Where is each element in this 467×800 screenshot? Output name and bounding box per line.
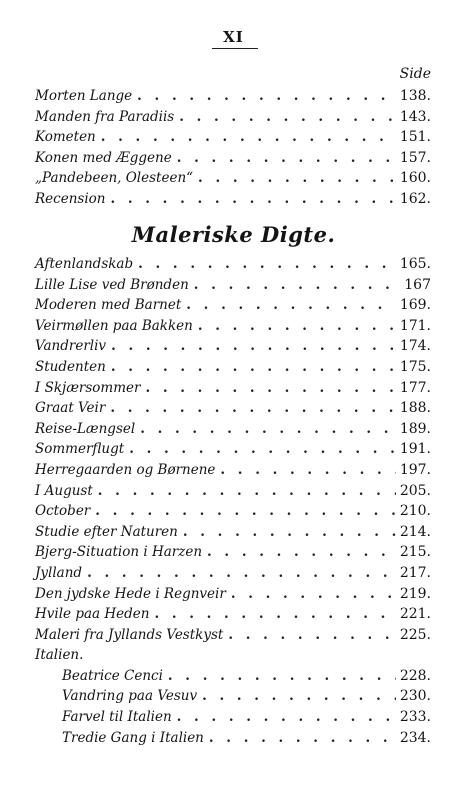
leader-dots [111,359,396,375]
toc-entry-title: Maleri fra Jyllands Vestkyst [35,626,224,643]
toc-entry [35,256,431,277]
leader-dots [207,544,396,560]
toc-entry-page: 214. [399,523,431,540]
leader-dots [194,277,401,293]
toc-entry-title: Tredie Gang i Italien [62,729,204,746]
toc-entry-title: I August [35,482,93,499]
toc-sub-entry [35,730,431,751]
leader-dots [186,297,396,313]
toc-entry [35,586,431,607]
toc-entry-title: I Skjærsommer [35,379,141,396]
toc-entry [35,524,431,545]
toc-entry [35,277,431,298]
leader-dots [198,318,396,334]
leader-dots [137,88,396,104]
toc-entry-page: 219. [399,585,431,602]
toc-entry-page: 221. [399,606,431,623]
leader-dots [110,191,395,207]
toc-entry-title: Vandring paa Vesuv [62,688,198,705]
toc-entry [35,318,431,339]
toc-entry [35,88,431,109]
leader-dots [198,170,396,186]
leader-dots [183,524,396,540]
toc-entry-page: 188. [399,400,431,417]
leader-dots [111,338,396,354]
toc-entry-page: 162. [399,190,431,207]
toc-entry-page: 160. [399,170,431,187]
toc-entry-title: Studie efter Naturen [35,523,178,540]
toc-entry-title: Farvel til Italien [62,709,172,726]
toc-entry [35,627,431,648]
toc-entry-page: 171. [399,317,431,334]
page-column-label: Side [399,66,431,82]
leader-dots [228,627,396,643]
toc-entry [35,297,431,318]
toc-group-title: Italien. [35,647,84,664]
leader-dots [145,380,395,396]
toc-entry-title: Lille Lise ved Brønden [35,276,189,293]
toc-entry-page: 230. [399,688,431,705]
toc-entry-title: Moderen med Barnet [35,297,182,314]
leader-dots [220,462,395,478]
toc-entry [35,462,431,483]
toc-entry [35,170,431,191]
toc-entry-page: 234. [399,729,431,746]
toc-sub-entry [35,668,431,689]
toc-entry-page: 215. [399,544,431,561]
toc-entry-page: 167 [404,276,431,293]
toc-entry-title: Jylland [35,564,83,581]
leader-dots [154,606,395,622]
leader-dots [202,688,396,704]
toc-entry [35,191,431,212]
toc-entry-page: 143. [399,108,431,125]
toc-entry-page: 157. [399,149,431,166]
toc-entry-title: Studenten [35,358,106,375]
toc-sub-entry [35,709,431,730]
toc-entry-title: Vandrerliv [35,338,107,355]
toc-group-heading [35,647,431,668]
toc-entry [35,544,431,565]
toc-entry-title: Den jydske Hede i Regnveir [35,585,226,602]
toc-entry [35,400,431,421]
toc-entry-page: 217. [399,564,431,581]
toc-entry-title: Kometen [35,129,96,146]
leader-dots [177,709,396,725]
leader-dots [209,730,396,746]
leader-dots [87,565,396,581]
toc-entry-title: Hvile paa Heden [35,606,150,623]
toc-entry [35,359,431,380]
leader-dots [110,400,396,416]
toc-entry [35,338,431,359]
toc-entry-page: 228. [399,667,431,684]
toc-entry-title: Manden fra Paradiis [35,108,175,125]
toc-entry-title: Sommerflugt [35,441,125,458]
toc-entry [35,503,431,524]
toc-entry-page: 169. [399,297,431,314]
toc-entry [35,380,431,401]
toc-entry-page: 197. [399,461,431,478]
toc-entry-title: Herregaarden og Børnene [35,461,216,478]
toc-list-bottom [35,256,431,750]
toc-entry-title: Konen med Æggene [35,149,172,166]
leader-dots [140,421,396,437]
toc-entry-title: Beatrice Cenci [62,667,163,684]
toc-entry-page: 174. [399,338,431,355]
leader-dots [138,256,396,272]
leader-dots [98,483,396,499]
leader-dots [168,668,396,684]
toc-entry-title: Veirmøllen paa Bakken [35,317,193,334]
toc-entry-title: „Pandebeen, Olesteen“ [35,170,194,187]
toc-sub-entry [35,688,431,709]
toc-entry [35,109,431,130]
toc-entry-page: 165. [399,256,431,272]
toc-entry-page: 175. [399,358,431,375]
toc-entry-page: 191. [399,441,431,458]
toc-entry-title: Aftenlandskab [35,256,134,272]
toc-entry [35,421,431,442]
toc-list-top [35,88,431,212]
toc-entry-page: 177. [399,379,431,396]
toc-entry [35,483,431,504]
header-rule [212,48,258,49]
leader-dots [231,586,396,602]
toc-entry-page: 225. [399,626,431,643]
toc-entry [35,129,431,150]
toc-entry-title: Bjerg-Situation i Harzen [35,544,203,561]
toc-entry-title: Reise-Længsel [35,420,136,437]
leader-dots [179,109,396,125]
toc-entry-title: Graat Veir [35,400,106,417]
toc-entry [35,565,431,586]
leader-dots [129,441,396,457]
toc-entry-page: 233. [399,709,431,726]
page-number: XI [223,28,244,46]
toc-entry-title: Morten Lange [35,88,133,104]
toc-entry-title: Recension [35,190,106,207]
toc-entry [35,150,431,171]
toc-entry-page: 189. [399,420,431,437]
section-heading: Maleriske Digte. [131,222,336,247]
toc-entry [35,606,431,627]
leader-dots [101,129,396,145]
leader-dots [95,503,396,519]
toc-entry [35,441,431,462]
toc-entry-page: 138. [399,88,431,104]
toc-entry-page: 205. [399,482,431,499]
toc-entry-page: 151. [399,129,431,146]
toc-entry-page: 210. [399,503,431,520]
leader-dots [177,150,396,166]
toc-entry-title: October [35,503,91,520]
